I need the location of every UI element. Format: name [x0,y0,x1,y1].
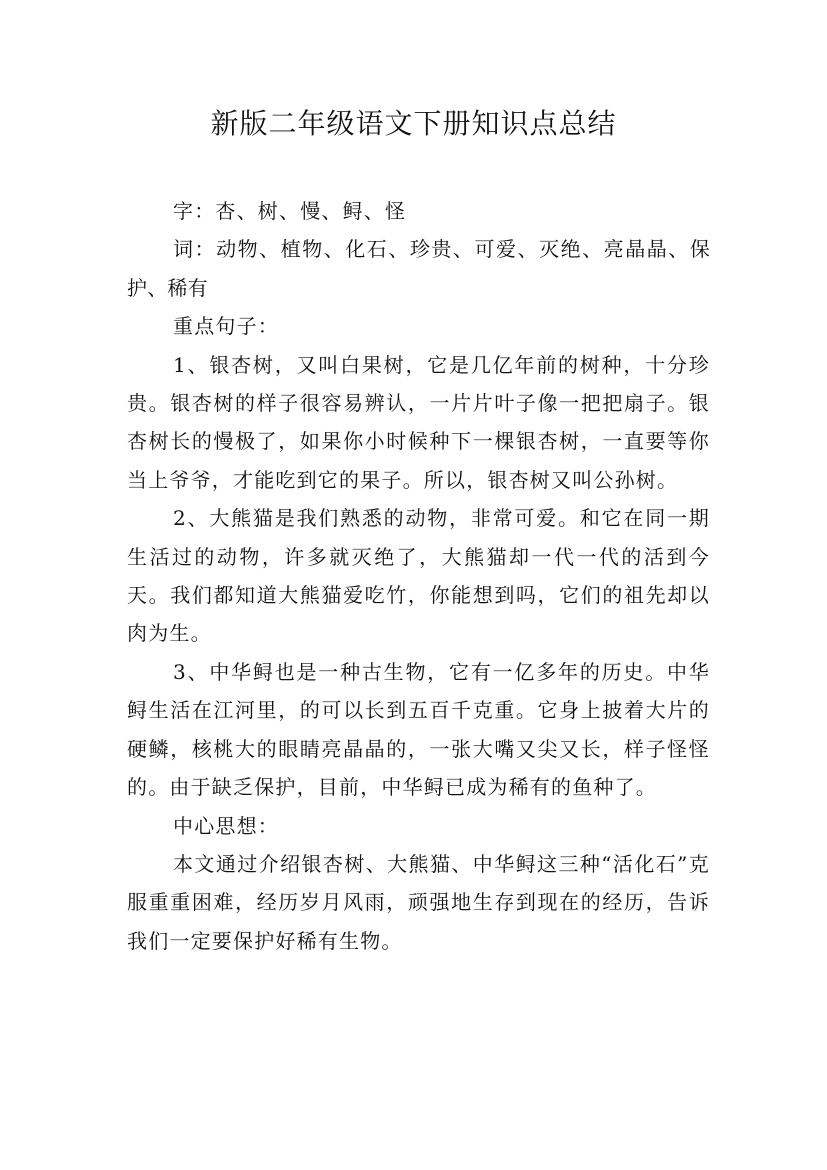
main-idea-heading: 中心思想： [173,813,279,838]
words-paragraph: 词：动物、植物、化石、珍贵、可爱、灭绝、亮晶晶、保护、稀有 [127,237,710,300]
main-idea-paragraph: 本文通过介绍银杏树、大熊猫、中华鲟这三种“活化石”克服重重困难，经历岁月风雨，顽强地生存到现在的经历，告诉我们一定要保护好稀有生物。 [127,851,710,953]
panda-paragraph: 2、大熊猫是我们熟悉的动物，非常可爱。和它在同一期生活过的动物，许多就灭绝了，大熊猫却一代一代的活到今天。我们都知道大熊猫爱吃竹，你能想到吗，它们的祖先却以肉为生。 [127,506,710,646]
key-sentences-heading: 重点句子： [173,314,279,339]
characters-paragraph: 字：杏、树、慢、鲟、怪 [173,199,407,223]
document-body [127,192,710,960]
ginkgo-paragraph: 1、银杏树，又叫白果树，它是几亿年前的树种，十分珍贵。银杏树的样子很容易辨认，一片片叶子像一把把扇子。银杏树长的慢极了，如果你小时候种下一棵银杏树，一直要等你当上爷爷，才能吃到它的果子。所以，银杏树又叫公孙树。 [127,352,710,492]
document-title: 新版二年级语文下册知识点总结 [210,107,617,140]
sturgeon-paragraph: 3、中华鲟也是一种古生物，它有一亿多年的历史。中华鲟生活在江河里，的可以长到五百千克重。它身上披着大片的硬鳞，核桃大的眼睛亮晶晶的，一张大嘴又尖又长，样子怪怪的。由于缺乏保护，目前，中华鲟已成为稀有的鱼种了。 [127,659,710,800]
